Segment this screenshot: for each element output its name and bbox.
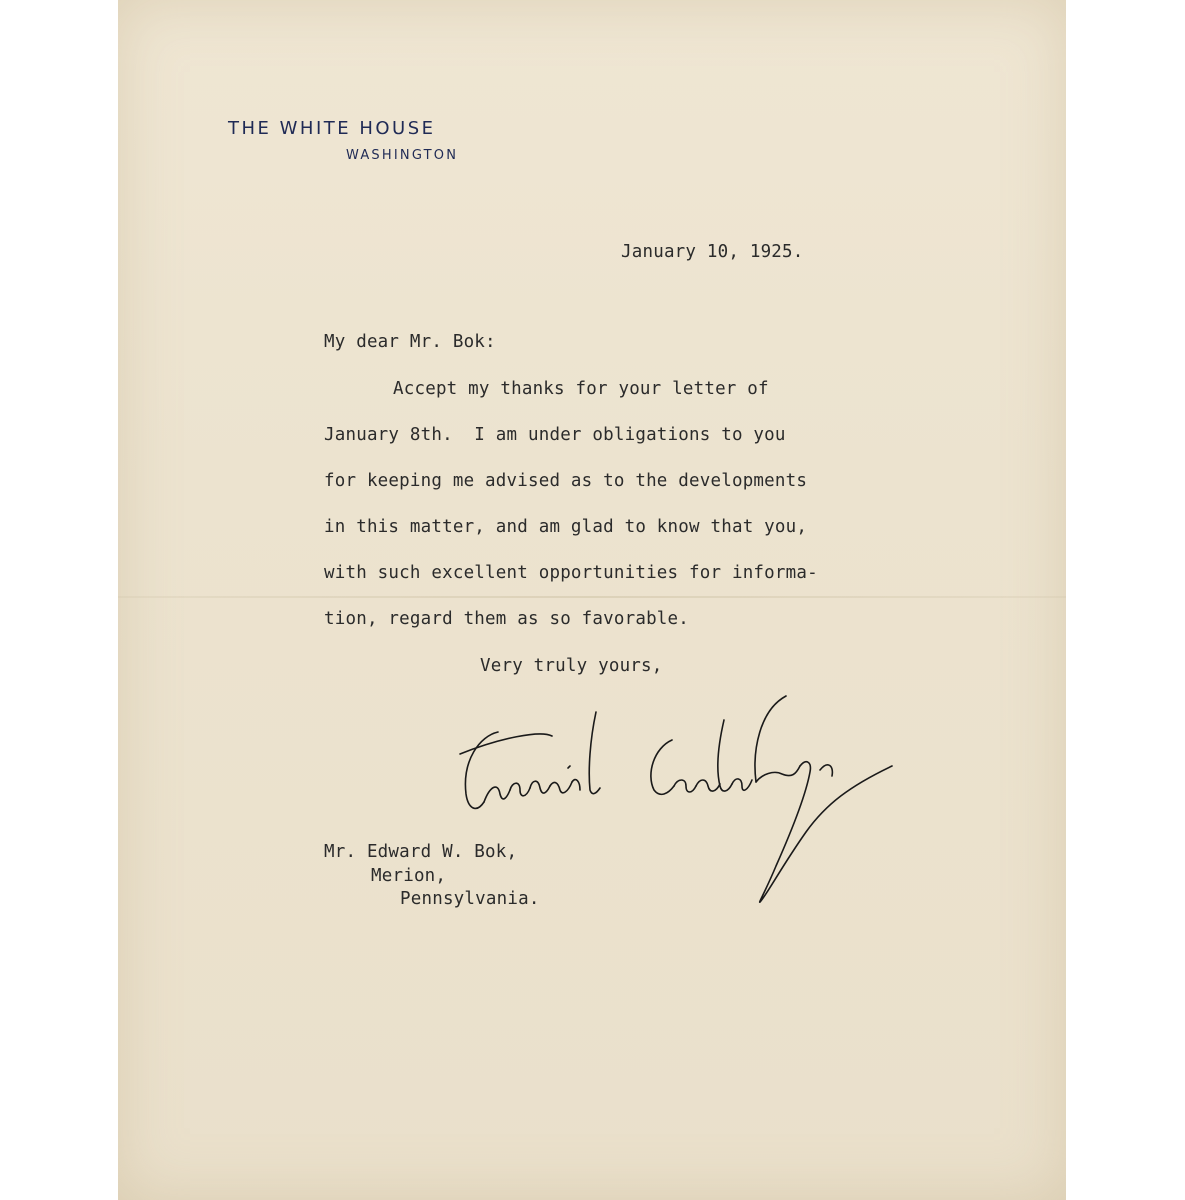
- address-line-state: Pennsylvania.: [400, 889, 540, 909]
- address-line-name: Mr. Edward W. Bok,: [324, 842, 518, 862]
- letterhead-subtitle: WASHINGTON: [346, 148, 459, 163]
- body-line: Accept my thanks for your letter of: [393, 379, 769, 399]
- paper-fold-line: [118, 596, 1066, 598]
- body-line: with such excellent opportunities for informa-: [324, 563, 818, 583]
- letter-date: January 10, 1925.: [621, 242, 804, 262]
- body-line: for keeping me advised as to the developments: [324, 471, 808, 491]
- closing: Very truly yours,: [480, 656, 663, 676]
- letter-sheet: [118, 0, 1066, 1200]
- salutation: My dear Mr. Bok:: [324, 332, 496, 352]
- body-line: in this matter, and am glad to know that you,: [324, 517, 808, 537]
- body-line: tion, regard them as so favorable.: [324, 609, 690, 629]
- address-line-town: Merion,: [371, 866, 447, 886]
- body-line: January 8th. I am under obligations to you: [324, 425, 786, 445]
- letterhead-title: THE WHITE HOUSE: [228, 118, 436, 139]
